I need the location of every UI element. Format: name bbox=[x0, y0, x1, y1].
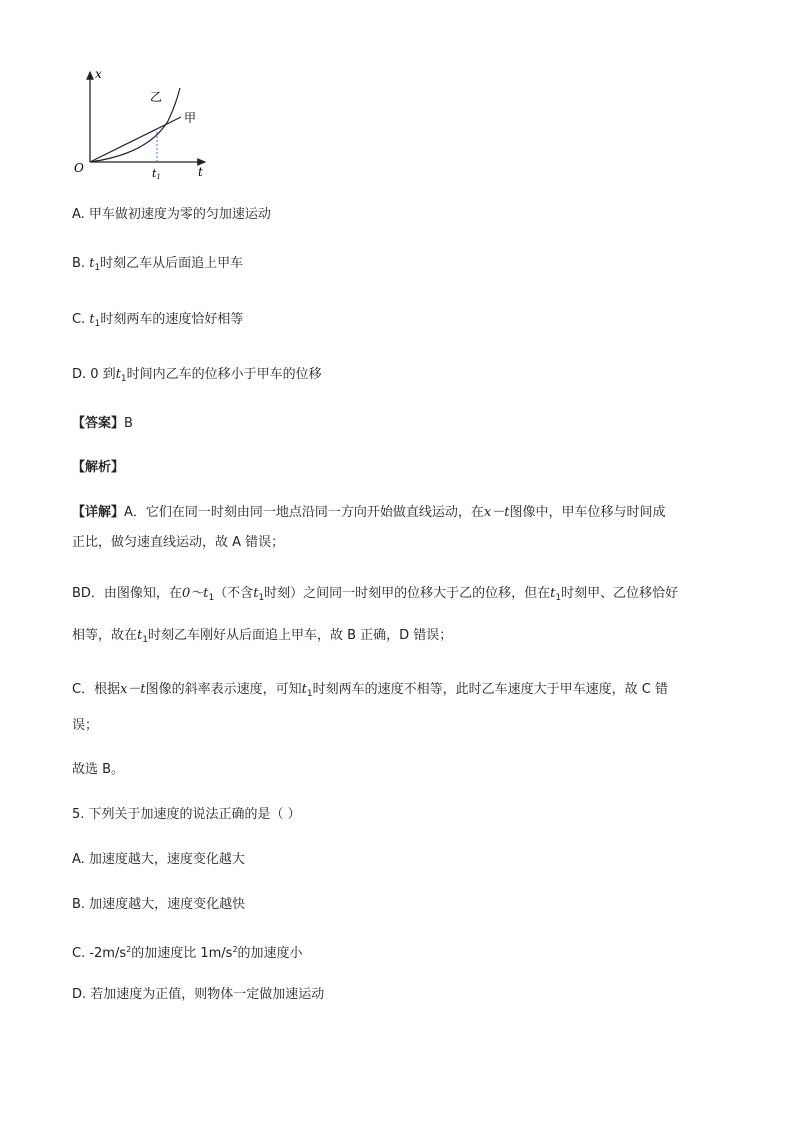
answer-line: 【答案】B bbox=[72, 416, 133, 431]
detail-p3-line1: C．根据x－t图像的斜率表示速度，可知$t_1$时刻两车的速度不相等，此时乙车速度大于甲车速度，故 C 错 bbox=[72, 682, 668, 699]
q5-stem: 5. 下列关于加速度的说法正确的是（ ） bbox=[72, 807, 301, 822]
t1-tick-label: t1 bbox=[152, 167, 161, 181]
analysis-heading: 【解析】 bbox=[72, 460, 125, 475]
q5-option-c: C. $-2m/s^2$的加速度比 $1m/s^2$的加速度小 bbox=[72, 945, 303, 961]
xt-graph bbox=[68, 66, 228, 186]
detail-p2-line1: BD．由图像知，在$0\sim t_1$（不含$t_1$时刻）之间同一时刻甲的位移大于乙的位移，但在$t_1$时刻甲、乙位移恰好 bbox=[72, 586, 679, 603]
detail-p1-line2: 正比，做匀速直线运动，故 A 错误； bbox=[72, 535, 285, 550]
detail-p2-line2: 相等，故在$t_1$时刻乙车刚好从后面追上甲车，故 B 正确，D 错误； bbox=[72, 628, 453, 645]
jia-label: 甲 bbox=[184, 111, 197, 125]
detail-p1-line1: 【详解】A．它们在同一时刻由同一地点沿同一方向开始做直线运动，在x－t图像中，甲车位移与时间成 bbox=[72, 505, 666, 520]
conclusion: 故选 B。 bbox=[72, 762, 125, 777]
option-b: B. $t_1$时刻乙车从后面追上甲车 bbox=[72, 256, 244, 273]
option-a: A. 甲车做初速度为零的匀加速运动 bbox=[72, 207, 271, 222]
curve-yi bbox=[90, 88, 180, 162]
axis-t-label: t bbox=[198, 165, 203, 179]
option-c: C. $t_1$时刻两车的速度恰好相等 bbox=[72, 312, 244, 329]
q5-option-b: B. 加速度越大，速度变化越快 bbox=[72, 897, 246, 912]
option-d: D. 0 到$t_1$时间内乙车的位移小于甲车的位移 bbox=[72, 367, 322, 384]
yi-label: 乙 bbox=[150, 90, 163, 104]
detail-p3-line2: 误； bbox=[72, 718, 99, 733]
q5-option-d: D. 若加速度为正值，则物体一定做加速运动 bbox=[72, 987, 325, 1002]
curve-jia bbox=[90, 117, 181, 162]
origin-label: O bbox=[74, 161, 84, 175]
axis-x-label: x bbox=[95, 67, 102, 81]
q5-option-a: A. 加速度越大，速度变化越大 bbox=[72, 852, 245, 867]
